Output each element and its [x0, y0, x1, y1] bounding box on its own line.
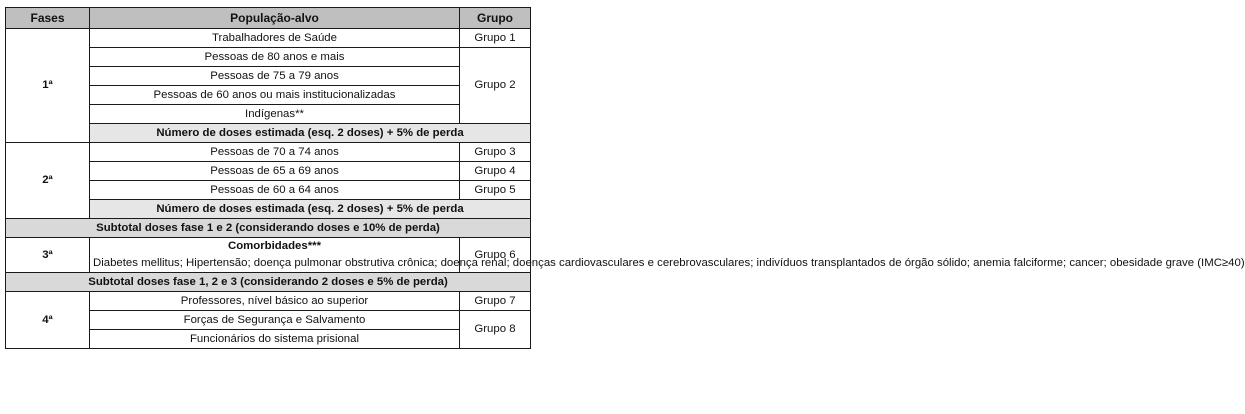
- group-cell: Grupo 3: [460, 143, 531, 162]
- vaccination-phases-table: [5, 7, 1245, 349]
- population-cell: Pessoas de 60 a 64 anos: [90, 181, 460, 200]
- comorbidades-title: Comorbidades***: [227, 240, 322, 252]
- population-cell: Pessoas de 70 a 74 anos: [90, 143, 460, 162]
- population-cell: Professores, nível básico ao superior: [90, 292, 460, 311]
- table-row: [6, 143, 531, 162]
- group-cell: Grupo 7: [460, 292, 531, 311]
- table-row: [6, 292, 531, 311]
- group-cell: Grupo 6: [460, 238, 531, 273]
- comorbidades-text: Diabetes mellitus; Hipertensão; doença pulmonar obstrutiva crônica; doença renal; doenças cardiovasculares e cerebrovasculares; indivíduos transplantados de órgão sólido; anemia falciforme; cancer; obesidade grave (IMC≥40): [93, 257, 1245, 269]
- group-cell: Grupo 5: [460, 181, 531, 200]
- fase-1-doses: Número de doses estimada (esq. 2 doses) + 5% de perda: [90, 124, 531, 143]
- group-cell: Grupo 4: [460, 162, 531, 181]
- subtotal-row: [6, 273, 531, 292]
- population-cell: Indígenas**: [90, 105, 460, 124]
- population-cell: Trabalhadores de Saúde: [90, 29, 460, 48]
- fase-2-doses: Número de doses estimada (esq. 2 doses) + 5% de perda: [90, 200, 531, 219]
- subtotal-fase-1-2: Subtotal doses fase 1 e 2 (considerando doses e 10% de perda): [6, 219, 531, 238]
- group-cell: Grupo 1: [460, 29, 531, 48]
- population-cell: Pessoas de 75 a 79 anos: [90, 67, 460, 86]
- header-fases: Fases: [6, 8, 90, 29]
- population-cell: Pessoas de 80 anos e mais: [90, 48, 460, 67]
- population-cell: Pessoas de 60 anos ou mais institucionalizadas: [90, 86, 460, 105]
- subtotal-fase-1-2-3: Subtotal doses fase 1, 2 e 3 (considerando 2 doses e 5% de perda): [6, 273, 531, 292]
- group-cell: Grupo 2: [460, 48, 531, 124]
- population-cell: Forças de Segurança e Salvamento: [90, 311, 460, 330]
- header-populacao: População-alvo: [90, 8, 460, 29]
- fase-3-label: 3ª: [6, 238, 90, 273]
- population-cell: Funcionários do sistema prisional: [90, 330, 460, 349]
- group-cell: Grupo 8: [460, 311, 531, 349]
- header-row: [6, 8, 531, 29]
- header-grupo: Grupo: [460, 8, 531, 29]
- subtotal-row: [6, 219, 531, 238]
- fase-1-label: 1ª: [6, 29, 90, 143]
- fase-4-label: 4ª: [6, 292, 90, 349]
- table-row: [6, 29, 531, 48]
- fase-2-label: 2ª: [6, 143, 90, 219]
- population-cell: Pessoas de 65 a 69 anos: [90, 162, 460, 181]
- table-row: [6, 238, 531, 273]
